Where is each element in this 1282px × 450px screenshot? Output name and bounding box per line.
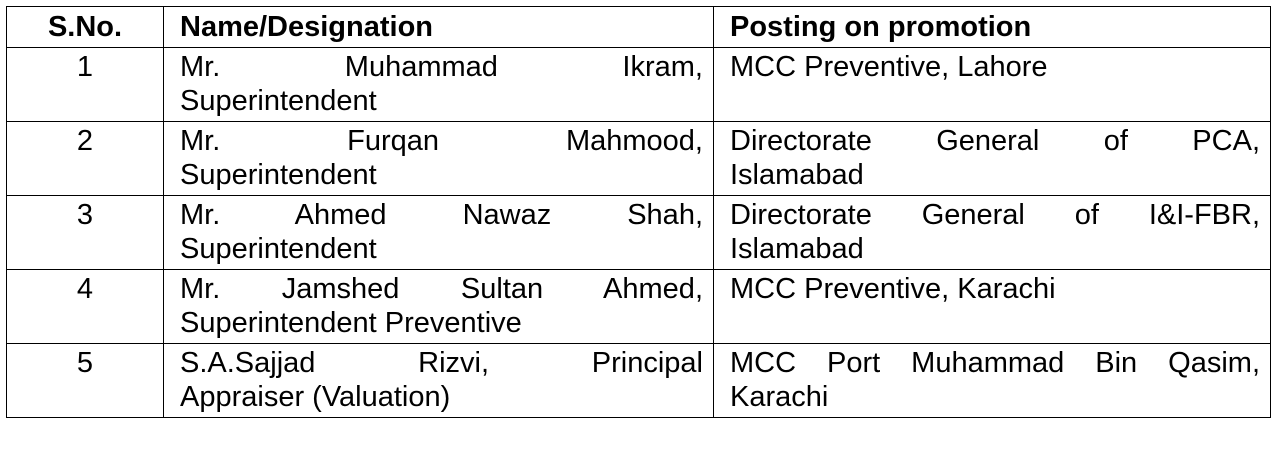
table-row — [7, 48, 1271, 122]
name-line-1: Mr. Jamshed Sultan Ahmed, — [180, 273, 703, 305]
row-name-designation — [164, 196, 714, 270]
row-sno: 2 — [7, 122, 164, 196]
header-posting: Posting on promotion — [714, 7, 1271, 48]
posting-line-1: MCC Preventive, Lahore — [730, 51, 1048, 83]
row-sno: 4 — [7, 270, 164, 344]
posting-line-2: Islamabad — [730, 233, 864, 265]
row-name-designation — [164, 48, 714, 122]
row-sno: 5 — [7, 344, 164, 418]
name-line-2: Appraiser (Valuation) — [180, 381, 451, 413]
row-name-designation — [164, 122, 714, 196]
table-row — [7, 270, 1271, 344]
name-line-1: Mr. Furqan Mahmood, — [180, 125, 703, 157]
header-sno: S.No. — [7, 7, 164, 48]
row-posting — [714, 270, 1271, 344]
table-row — [7, 196, 1271, 270]
row-posting — [714, 344, 1271, 418]
name-line-1: S.A.Sajjad Rizvi, Principal — [180, 347, 703, 379]
name-line-2: Superintendent — [180, 233, 377, 265]
row-name-designation — [164, 270, 714, 344]
row-posting — [714, 122, 1271, 196]
posting-line-1: MCC Port Muhammad Bin Qasim, — [730, 347, 1260, 379]
name-line-1: Mr. Ahmed Nawaz Shah, — [180, 199, 703, 231]
row-sno: 3 — [7, 196, 164, 270]
row-sno: 1 — [7, 48, 164, 122]
posting-line-1: MCC Preventive, Karachi — [730, 273, 1056, 305]
posting-line-1: Directorate General of I&I-FBR, — [730, 199, 1260, 231]
table-row — [7, 122, 1271, 196]
posting-line-2: Karachi — [730, 381, 829, 413]
header-row — [7, 7, 1271, 48]
header-name-designation: Name/Designation — [164, 7, 714, 48]
row-posting — [714, 48, 1271, 122]
table-header — [7, 7, 1271, 48]
name-line-1: Mr. Muhammad Ikram, — [180, 51, 703, 83]
posting-line-2: Islamabad — [730, 159, 864, 191]
name-line-2: Superintendent Preventive — [180, 307, 522, 339]
posting-line-1: Directorate General of PCA, — [730, 125, 1260, 157]
row-name-designation — [164, 344, 714, 418]
promotion-table — [6, 6, 1271, 418]
row-posting — [714, 196, 1271, 270]
table-body — [7, 48, 1271, 418]
name-line-2: Superintendent — [180, 85, 377, 117]
table-row — [7, 344, 1271, 418]
name-line-2: Superintendent — [180, 159, 377, 191]
